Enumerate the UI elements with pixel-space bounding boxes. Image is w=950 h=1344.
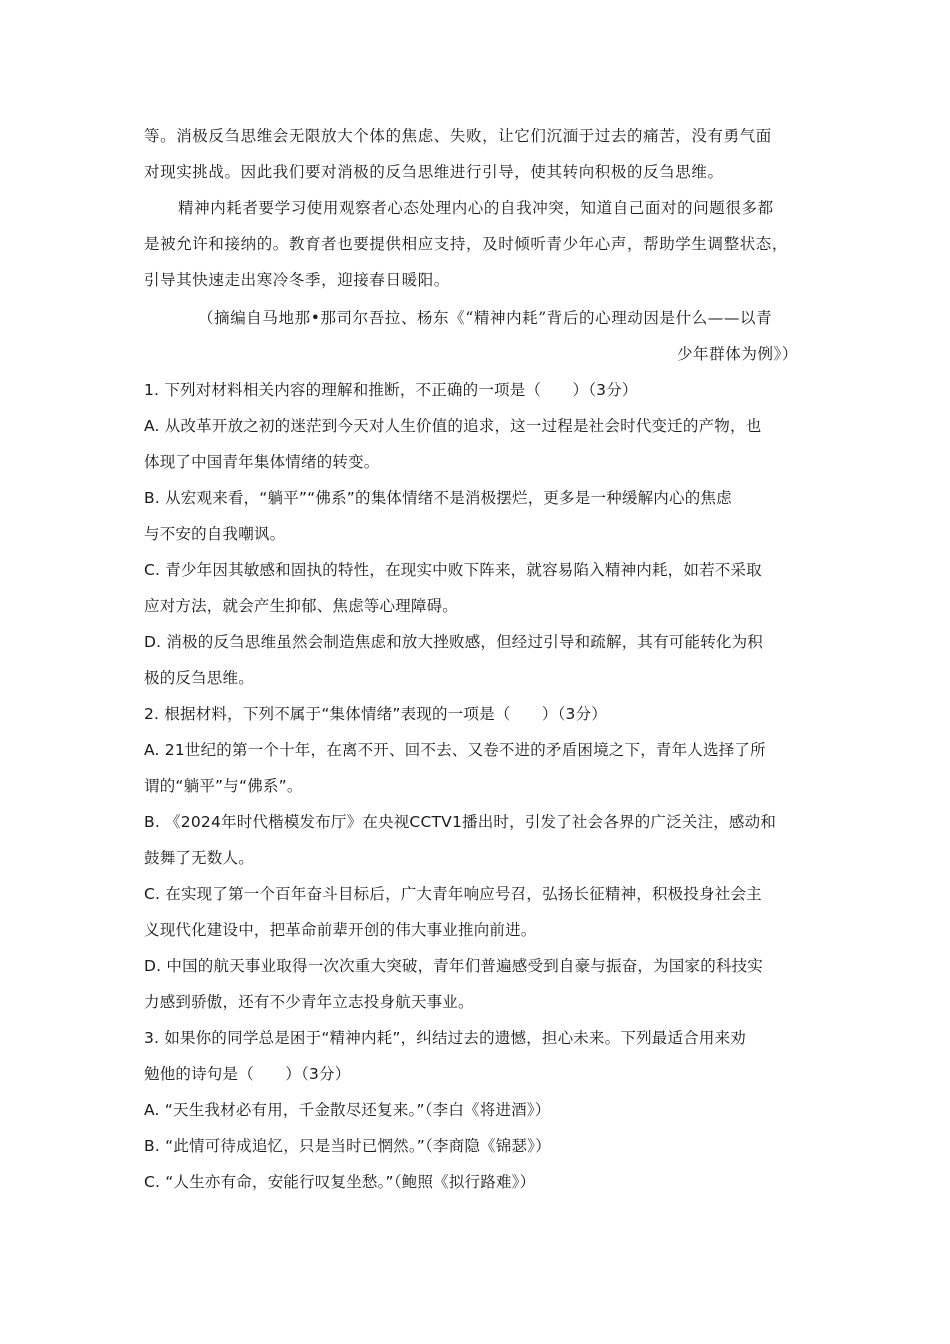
text-line: 是被允许和接纳的。教育者也要提供相应支持，及时倾听青少年心声，帮助学生调整状态， <box>144 235 789 253</box>
passage-source <box>144 300 804 372</box>
source-line: （摘编自马地那•那司尔吾拉、杨东《“精神内耗”背后的心理动因是什么——以青 <box>198 309 773 327</box>
question-1 <box>144 372 804 696</box>
option-d-cont: 极的反刍思维。 <box>144 669 254 687</box>
question-stem: 3. 如果你的同学总是困于“精神内耗”，纠结过去的遗憾，担心未来。下列最适合用来劝 <box>144 1029 746 1047</box>
option-c-cont: 义现代化建设中，把革命前辈开创的伟大事业推向前进。 <box>144 921 537 939</box>
option-c: C. “人生亦有命，安能行叹复坐愁。”（鲍照《拟行路难》） <box>144 1173 536 1191</box>
passage-paragraph-1 <box>144 118 804 190</box>
question-stem-cont: 勉他的诗句是（ ）（3分） <box>144 1065 351 1083</box>
option-b-cont: 与不安的自我嘲讽。 <box>144 525 286 543</box>
option-a-cont: 体现了中国青年集体情绪的转变。 <box>144 453 380 471</box>
option-c: C. 青少年因其敏感和固执的特性，在现实中败下阵来，就容易陷入精神内耗，如若不采取 <box>144 561 762 579</box>
option-b-cont: 鼓舞了无数人。 <box>144 849 254 867</box>
option-c-cont: 应对方法，就会产生抑郁、焦虑等心理障碍。 <box>144 597 459 615</box>
text-line: 对现实挑战。因此我们要对消极的反刍思维进行引导，使其转向积极的反刍思维。 <box>144 163 724 181</box>
option-a-cont: 谓的“躺平”与“佛系”。 <box>144 777 303 795</box>
text-line: 精神内耗者要学习使用观察者心态处理内心的自我冲突，知道自己面对的问题很多都 <box>178 199 774 217</box>
option-b: B. “此情可待成追忆，只是当时已惘然。”（李商隐《锦瑟》） <box>144 1137 551 1155</box>
option-d-cont: 力感到骄傲，还有不少青年立志投身航天事业。 <box>144 993 474 1011</box>
question-3 <box>144 1020 804 1200</box>
option-a: A. “天生我材必有用，千金散尽还复来。”（李白《将进酒》） <box>144 1101 551 1119</box>
option-d: D. 中国的航天事业取得一次次重大突破，青年们普遍感受到自豪与振奋，为国家的科技实 <box>144 957 763 975</box>
source-line: 少年群体为例》） <box>676 345 798 363</box>
option-a: A. 从改革开放之初的迷茫到今天对人生价值的追求，这一过程是社会时代变迁的产物，也 <box>144 417 762 435</box>
question-stem: 1. 下列对材料相关内容的理解和推断，不正确的一项是（ ）（3分） <box>144 381 638 399</box>
option-b: B. 《2024年时代楷模发布厅》在央视CCTV1播出时，引发了社会各界的广泛关注，感动和 <box>144 813 777 831</box>
text-line: 引导其快速走出寒冷冬季，迎接春日暖阳。 <box>144 271 450 289</box>
text-line: 等。消极反刍思维会无限放大个体的焦虑、失败，让它们沉湎于过去的痛苦，没有勇气面 <box>144 127 772 145</box>
question-2 <box>144 696 804 1020</box>
option-d: D. 消极的反刍思维虽然会制造焦虑和放大挫败感，但经过引导和疏解，其有可能转化为积 <box>144 633 763 651</box>
option-c: C. 在实现了第一个百年奋斗目标后，广大青年响应号召，弘扬长征精神，积极投身社会主 <box>144 885 762 903</box>
option-a: A. 21世纪的第一个十年，在离不开、回不去、又卷不进的矛盾困境之下，青年人选择了所 <box>144 741 766 759</box>
option-b: B. 从宏观来看，“躺平”“佛系”的集体情绪不是消极摆烂，更多是一种缓解内心的焦虑 <box>144 489 732 507</box>
question-stem: 2. 根据材料，下列不属于“集体情绪”表现的一项是（ ）（3分） <box>144 705 607 723</box>
passage-paragraph-2 <box>144 190 804 298</box>
